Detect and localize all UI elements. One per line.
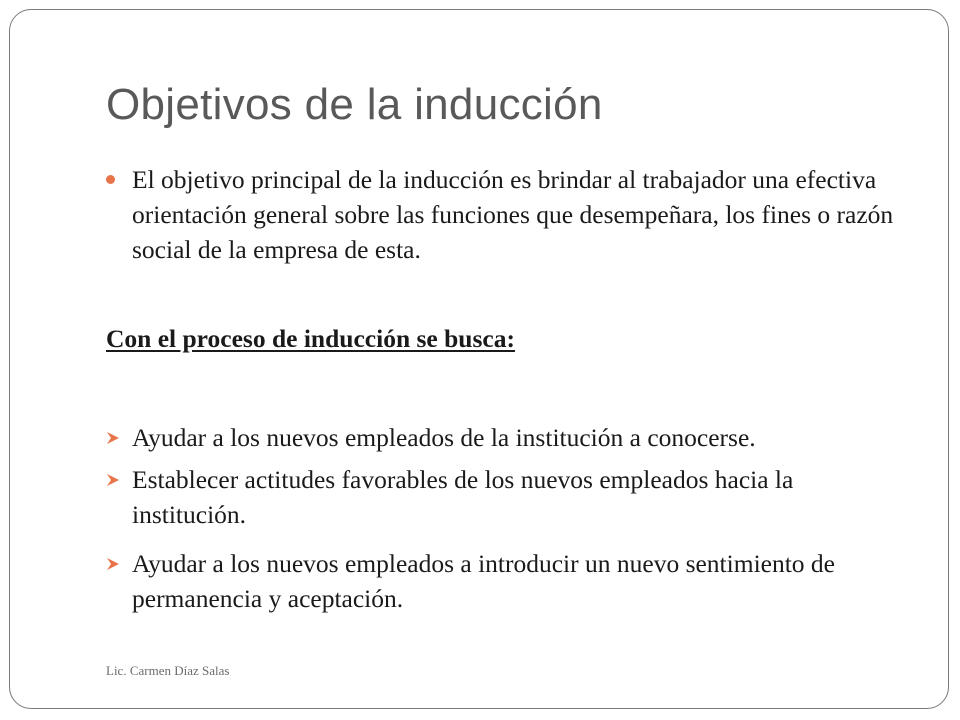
slide-title: Objetivos de la inducción xyxy=(106,80,603,129)
section-subheading: Con el proceso de inducción se busca: xyxy=(106,324,515,353)
goal-bullet-text: Establecer actitudes favorables de los nuevos empleados hacia la institución. xyxy=(132,465,794,529)
arrowhead-bullet-icon xyxy=(106,546,120,581)
goal-bullet xyxy=(106,420,906,455)
goal-bullet xyxy=(106,462,906,532)
arrowhead-bullet-icon xyxy=(106,462,120,497)
round-bullet-icon xyxy=(106,162,115,197)
goal-bullet-text: Ayudar a los nuevos empleados de la institución a conocerse. xyxy=(132,423,756,452)
intro-bullet xyxy=(106,162,906,267)
intro-bullet-text: El objetivo principal de la inducción es brindar al trabajador una efectiva orientación general sobre las funciones que desempeñara, los fines o razón social de la empresa de esta. xyxy=(132,165,894,264)
goal-bullet xyxy=(106,546,906,616)
arrowhead-bullet-icon xyxy=(106,420,120,455)
footer-author: Lic. Carmen Díaz Salas xyxy=(106,663,230,678)
goal-bullet-text: Ayudar a los nuevos empleados a introducir un nuevo sentimiento de permanencia y aceptación. xyxy=(132,549,835,613)
